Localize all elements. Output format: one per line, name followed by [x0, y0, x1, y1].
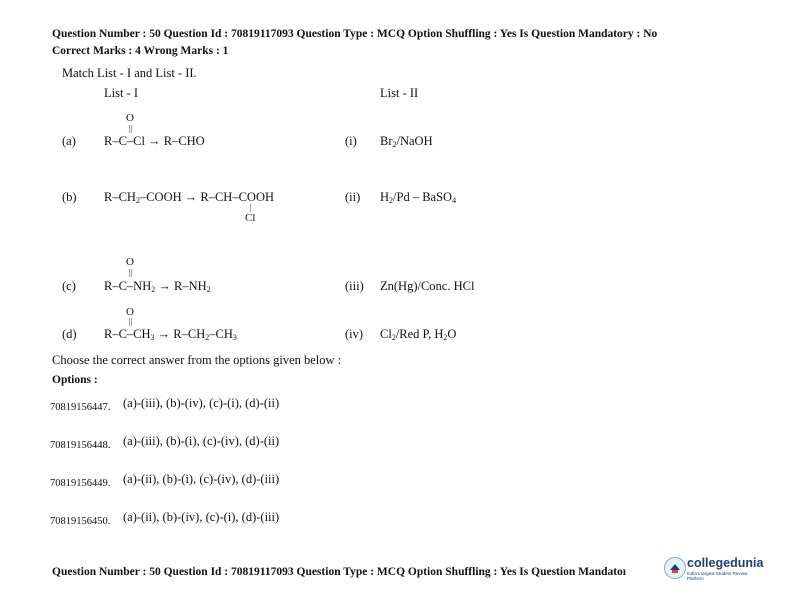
- row-label-a: (a): [62, 134, 76, 148]
- list-1-heading: List - I: [104, 86, 139, 100]
- marks-line: Correct Marks : 4 Wrong Marks : 1: [52, 45, 229, 57]
- options-heading: Options :: [52, 374, 98, 386]
- logo-name: collegedunia: [687, 556, 764, 570]
- reagent-i: $Br_2$/NaOH: [380, 134, 433, 149]
- option-text: (a)-(iii), (b)-(iv), (c)-(i), (d)-(ii): [123, 396, 280, 410]
- question-intro: Match List - I and List - II.: [62, 66, 197, 80]
- footer-question-header: Question Number : 50 Question Id : 70819117093 Question Type : MCQ Option Shuffling : Yes Is Question Mandatoı: [52, 566, 627, 578]
- option-text: (a)-(iii), (b)-(i), (c)-(iv), (d)-(ii): [123, 434, 280, 448]
- option-text: (a)-(ii), (b)-(i), (c)-(iv), (d)-(iii): [123, 472, 280, 486]
- logo-tagline: India's largest Student Review Platform: [687, 571, 748, 581]
- row-label-c: (c): [62, 279, 76, 293]
- option-id: 70819156450.: [50, 516, 111, 527]
- collegedunia-logo: [664, 556, 764, 582]
- reagent-label-ii: (ii): [345, 190, 361, 204]
- option-text: (a)-(ii), (b)-(iv), (c)-(i), (d)-(iii): [123, 510, 280, 524]
- answer-prompt: Choose the correct answer from the options given below :: [52, 353, 342, 367]
- question-header: Question Number : 50 Question Id : 70819117093 Question Type : MCQ Option Shuffling : Yes Is Question Mandatory : No: [52, 28, 658, 40]
- reagent-iv: $Cl_2$/Red P, $H_2O$: [380, 327, 457, 342]
- reagent-label-iv: (iv): [345, 327, 364, 341]
- reagent-label-iii: (iii): [345, 279, 364, 293]
- reagent-label-i: (i): [345, 134, 357, 148]
- option-id: 70819156449.: [50, 478, 111, 489]
- option-id: 70819156447.: [50, 402, 111, 413]
- list-2-heading: List - II: [380, 86, 419, 100]
- reagent-iii: Zn(Hg)/Conc. HCl: [380, 279, 475, 293]
- row-label-b: (b): [62, 190, 77, 204]
- row-label-d: (d): [62, 327, 77, 341]
- reagent-ii: $H_2/Pd$ – BaSO$_4$: [380, 190, 457, 205]
- logo-emblem-icon: [664, 557, 686, 579]
- option-id: 70819156448.: [50, 440, 111, 451]
